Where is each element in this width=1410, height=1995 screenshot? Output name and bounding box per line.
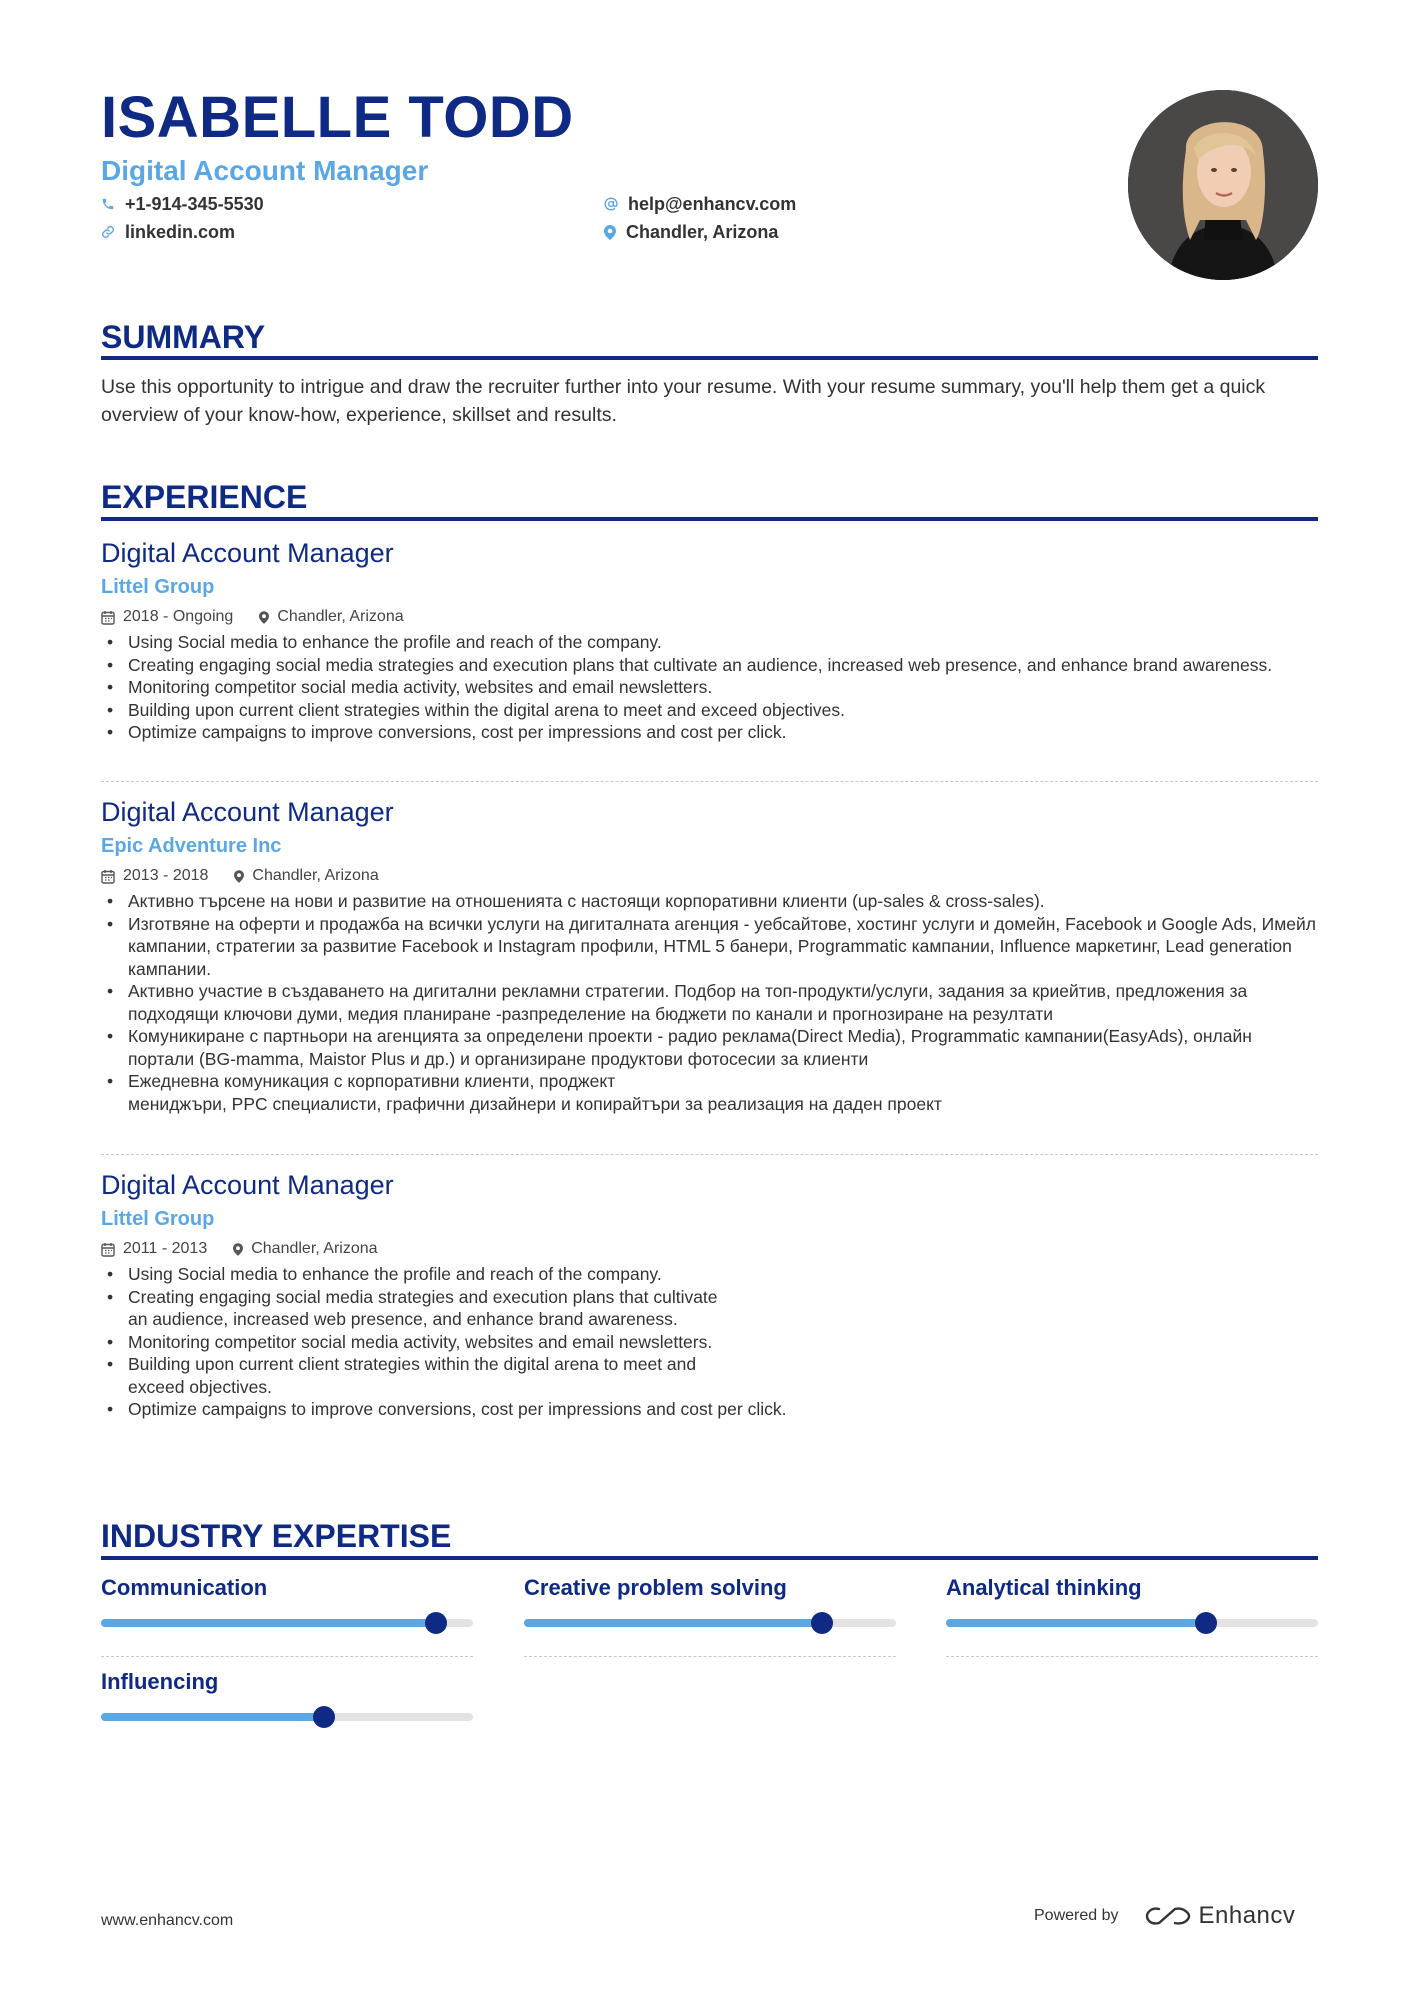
job-dates: [101, 865, 208, 887]
job-meta: [101, 865, 1318, 887]
summary-rule: [101, 356, 1318, 360]
location-text: Chandler, Arizona: [626, 222, 779, 242]
summary-text: Use this opportunity to intrigue and draw the recruiter further into your resume. With your resume summary, you'll help them get a quick overview of your know-how, experience, skillset and results.: [101, 376, 1266, 426]
job-bullets: [101, 1263, 1318, 1421]
footer-website[interactable]: www.enhancv.com: [101, 1912, 234, 1929]
skill-name: Influencing: [101, 1669, 219, 1694]
experience-rule: [101, 517, 1318, 521]
skill-divider: [524, 1656, 896, 1657]
skill-name: Creative problem solving: [524, 1575, 787, 1600]
skill-item: [946, 1574, 1318, 1627]
summary-heading: SUMMARY: [101, 319, 266, 355]
skill-bar: [101, 1619, 473, 1627]
expertise-heading: INDUSTRY EXPERTISE: [101, 1518, 452, 1554]
job-role: Digital Account Manager: [101, 1170, 394, 1200]
entry-divider: [101, 781, 1318, 782]
calendar-icon: [101, 1242, 115, 1257]
job-dates-text: 2011 - 2013: [123, 1240, 208, 1257]
candidate-title: Digital Account Manager: [101, 155, 429, 186]
location-pin-icon: [604, 225, 616, 240]
experience-entry: [101, 536, 1318, 744]
list-item: • Building upon current client strategies within the digital arena to meet and exceed objectives.: [101, 1353, 721, 1398]
list-item: • Ежедневна комуникация с корпоративни клиенти, проджект: [101, 1070, 1318, 1093]
job-dates: [101, 1238, 207, 1260]
job-location-text: Chandler, Arizona: [252, 867, 379, 884]
skill-bar-fill: [101, 1713, 324, 1721]
skill-bar: [524, 1619, 896, 1627]
job-dates-text: 2013 - 2018: [123, 867, 209, 884]
location-pin-icon: [233, 1243, 243, 1256]
skill-name: Analytical thinking: [946, 1575, 1142, 1600]
brand-name: Enhancv: [1198, 1902, 1296, 1929]
job-meta: [101, 1238, 1318, 1260]
expertise-rule: [101, 1556, 1318, 1560]
job-dates: [101, 606, 233, 628]
list-item: • Активно търсене на нови и развитие на отношенията с настоящи корпоративни клиенти (up-sales & cross-sales).: [101, 890, 1318, 913]
list-item: подходящи ключови думи, медия планиране -разпределение на бюджети по канали и прогнозиране на резултати: [128, 1003, 1054, 1024]
linkedin-text: linkedin.com: [125, 222, 236, 242]
skill-bar: [101, 1713, 473, 1721]
list-item: • Optimize campaigns to improve conversions, cost per impressions and cost per click.: [101, 1398, 1318, 1421]
job-location: [234, 865, 378, 887]
experience-entry: [101, 1168, 1318, 1421]
job-company: Littel Group: [101, 576, 215, 598]
list-item: • Creating engaging social media strategies and execution plans that cultivate an audience, increased web presence, and enhance brand awareness.: [101, 1286, 721, 1331]
job-role: Digital Account Manager: [101, 797, 394, 827]
list-item: • Using Social media to enhance the profile and reach of the company.: [101, 631, 1318, 654]
list-item: • Using Social media to enhance the profile and reach of the company.: [101, 1263, 1318, 1286]
contact-phone[interactable]: [101, 192, 264, 216]
calendar-icon: [101, 610, 115, 625]
skill-item: [101, 1668, 473, 1721]
skill-divider: [101, 1656, 473, 1657]
job-location-text: Chandler, Arizona: [277, 608, 404, 625]
list-item: • Monitoring competitor social media activity, websites and email newsletters.: [101, 1331, 721, 1354]
link-icon: [101, 225, 115, 239]
experience-entry: [101, 795, 1318, 1115]
email-text: help@enhancv.com: [628, 194, 797, 214]
location-pin-icon: [259, 611, 269, 624]
job-location: [259, 606, 403, 628]
enhancv-logo[interactable]: [1145, 1902, 1296, 1930]
footer-powered-by: [1034, 1902, 1295, 1930]
at-icon: [604, 197, 618, 211]
contact-location: [604, 220, 778, 244]
list-item: мениджъри, PPC специалисти, графични дизайнери и копирайтъри за реализация на даден проект: [128, 1093, 942, 1114]
skill-bar-knob: [425, 1612, 447, 1634]
enhancv-logo-icon: [1145, 1905, 1191, 1927]
list-item: • Building upon current client strategies within the digital arena to meet and exceed objectives.: [101, 699, 1318, 722]
entry-divider: [101, 1154, 1318, 1155]
job-meta: [101, 606, 1318, 628]
job-company: Littel Group: [101, 1208, 215, 1230]
list-item: • Optimize campaigns to improve conversions, cost per impressions and cost per click.: [101, 721, 1318, 744]
job-company: Epic Adventure Inc: [101, 835, 282, 857]
list-item: • Комуникиране с партньори на агенцията за определени проекти - радио реклама(Direct Media), Programmatic кампании(EasyAds), онлайн портали (BG-mamma, Maistor Plus и др.) и организиране продуктови фотосесии за клиенти: [101, 1025, 1318, 1070]
job-bullets: [101, 631, 1318, 744]
skill-divider: [946, 1656, 1318, 1657]
skill-name: Communication: [101, 1575, 268, 1600]
job-dates-text: 2018 - Ongoing: [123, 608, 234, 625]
skill-bar-fill: [946, 1619, 1206, 1627]
skill-bar-knob: [1195, 1612, 1217, 1634]
skill-bar-fill: [101, 1619, 436, 1627]
list-item: • Creating engaging social media strategies and execution plans that cultivate an audience, increased web presence, and enhance brand awareness.: [101, 654, 1318, 677]
skill-item: [524, 1574, 896, 1627]
job-role: Digital Account Manager: [101, 538, 394, 568]
list-item: • Monitoring competitor social media activity, websites and email newsletters.: [101, 676, 1318, 699]
job-bullets: [101, 890, 1318, 1115]
job-location-text: Chandler, Arizona: [251, 1240, 378, 1257]
contact-linkedin[interactable]: [101, 220, 235, 244]
phone-icon: [101, 197, 115, 211]
calendar-icon: [101, 869, 115, 884]
list-item: • Изготвяне на оферти и продажба на всички услуги на дигиталната агенция - уебсайтове, хостинг услуги и домейн, Facebook и Google Ads, Имейл кампании, стратегии за развитие Facebook и Instagram профили, HTML 5 банери, Programmatic кампании, Influence маркетинг, Lead generation кампании.: [101, 913, 1318, 981]
skill-bar-knob: [313, 1706, 335, 1728]
powered-by-label: Powered by: [1034, 1907, 1119, 1924]
job-location: [233, 1238, 377, 1260]
list-item: • Активно участие в създаването на дигитални рекламни стратегии. Подбор на топ-продукти/услуги, задания за криейтив, предложения за: [101, 980, 1318, 1003]
skill-bar-knob: [811, 1612, 833, 1634]
skill-item: [101, 1574, 473, 1627]
skill-bar: [946, 1619, 1318, 1627]
experience-heading: EXPERIENCE: [101, 479, 308, 515]
candidate-name: ISABELLE TODD: [101, 85, 574, 150]
contact-email[interactable]: [604, 192, 796, 216]
phone-text: +1-914-345-5530: [125, 194, 264, 214]
skill-bar-fill: [524, 1619, 822, 1627]
location-pin-icon: [234, 870, 244, 883]
profile-photo: [1128, 90, 1318, 280]
